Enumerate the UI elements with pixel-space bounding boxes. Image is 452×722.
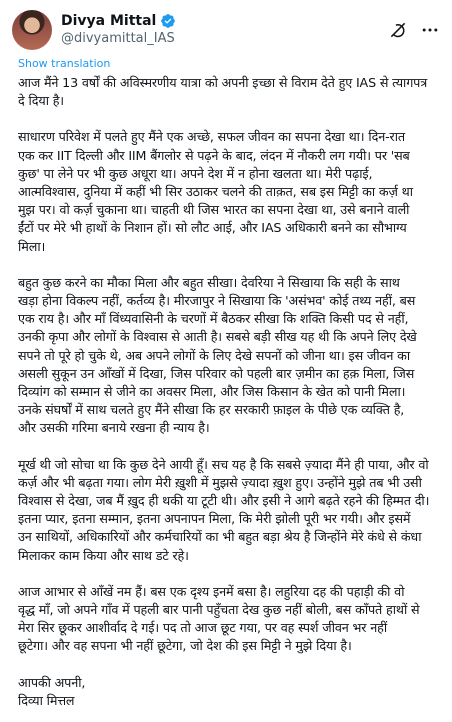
text-line: सपने तो पूरे हो चुके थे, अब अपने लोगों के लिए देखे सपनों को जीना था। इस जीवन का — [18, 347, 411, 363]
text-line: उनकी कृपा और लोगों के विश्वास से आती है। सबसे बड़ी सीख यह थी कि अपने लिए देखे — [18, 329, 417, 345]
text-line: आज मैंने 13 वर्षों की अविस्मरणीय यात्रा को अपनी इच्छा से विराम देते हुए IAS से त्यागपत्र — [18, 75, 428, 90]
paragraph-2 — [18, 128, 438, 255]
more-icon[interactable] — [420, 20, 440, 40]
text-line: दिव्यांग को सम्मान से जीने का अवसर मिला, और जिस किसान के खेत को पानी मिला। — [18, 384, 406, 400]
text-line: और उसकी गरिमा बनाये रखना ही न्याय है। — [18, 420, 210, 436]
text-line: ईंटों पर मेरे भी हाथों के निशान हों। सो लौट आई, और IAS अधिकारी बनने का सौभाग्य — [18, 220, 407, 236]
text-line: मेरा सिर छूकर आशीर्वाद दे गई। पद तो आज छूट गया, पर वह स्पर्श जीवन भर नहीं — [18, 620, 387, 636]
text-line: कुछ' पा लेने पर भी कुछ अधूरा था। अपने देश में न होना खलता था। मेरी पढ़ाई, — [18, 165, 373, 181]
text-line: वृद्ध माँ, जो अपने गाँव में पहली बार पानी पहुँचता देख कुछ नहीं बोली, बस काँपते हाथों से — [18, 602, 420, 618]
text-line: मुझ पर। वो कर्ज़ चुकाना था। चाहती थी जिस भारत का सपना देखा था, उसे बनाने वाली — [18, 202, 410, 218]
text-line: साधारण परिवेश में पलते हुए मैंने एक अच्छे, सफल जीवन का सपना देखा था। दिन-रात — [18, 129, 405, 145]
text-line: आत्मविश्वास, दुनिया में कहीं भी सिर उठाकर चलने की ताक़त, सब इस मिट्टी का कर्ज़ था — [18, 184, 413, 200]
tweet-text — [12, 74, 440, 710]
text-line: मिलाकर काम किया और साथ डटे रहे। — [18, 547, 189, 563]
grok-icon[interactable] — [388, 20, 408, 40]
text-line: मिला। — [18, 238, 46, 254]
user-names — [61, 12, 376, 48]
text-line: छूटेगा। और वह सपना भी नहीं छूटेगा, जो देश की इस मिट्टी ने मुझे दिया है। — [18, 638, 352, 654]
text-line: आज आभार से आँखें नम हैं। बस एक दृश्य इनमें बसा है। लहुरिया दह की पहाड़ी की वो — [18, 583, 405, 599]
text-line: बहुत कुछ करने का मौका मिला और बहुत सीखा। देवरिया ने सिखाया कि सही के साथ — [18, 274, 400, 290]
text-line: दे दिया है। — [18, 93, 64, 109]
paragraph-1 — [18, 74, 438, 110]
tweet-header — [12, 10, 440, 50]
text-line: विश्वास से देखा, जब मैं ख़ुद ही थकी या टूटी थी। और इसी ने आगे बढ़ते रहने की हिम्मत दी। — [18, 493, 430, 509]
text-line: मूर्ख थी जो सोचा था कि कुछ देने आयी हूँ। सच यह है कि सबसे ज़्यादा मैंने ही पाया, और वो — [18, 456, 429, 472]
text-line: उन साथियों, अधिकारियों और कर्मचारियों का भी बहुत बड़ा श्रेय है जिन्होंने मेरे कंधे से कंधा — [18, 529, 422, 545]
text-line: कर्ज़ और भी बढ़ता गया। लोग मेरी ख़ुशी में मुझसे ज़्यादा ख़ुश हुए। उन्होंने मुझे तब भी उसी — [18, 474, 422, 490]
show-translation-link[interactable]: Show translation — [18, 57, 111, 70]
verified-badge-icon — [160, 13, 176, 29]
text-line: असली सुकून उन आँखों में दिखा, जिस परिवार को पहली बार ज़मीन का हक़ मिला, जिस — [18, 365, 415, 381]
avatar[interactable] — [12, 10, 52, 50]
text-line: उनके संघर्षों में साथ चलते हुए मैंने सीखा कि हर सरकारी फ़ाइल के पीछे एक व्यक्ति है, — [18, 402, 405, 418]
text-line: एक राय है। और माँ विंध्यवासिनी के चरणों में बैठकर सीखा कि शक्ति किसी पद से नहीं, — [18, 311, 409, 327]
display-name[interactable]: Divya Mittal — [61, 13, 157, 29]
text-line: एक कर IIT दिल्ली और IIM बैंगलोर से पढ़ने के बाद, लंदन में नौकरी लग गयी। पर 'सब — [18, 147, 410, 163]
paragraph-4 — [18, 456, 438, 565]
text-line: इतना प्यार, इतना सम्मान, इतना अपनापन मिला, कि मेरी झोली पूरी भर गयी। और इसमें — [18, 511, 411, 527]
paragraph-5 — [18, 583, 438, 656]
signature — [18, 674, 438, 710]
signature-name: दिव्या मित्तल — [18, 692, 75, 708]
paragraph-3 — [18, 274, 438, 438]
signature-closing: आपकी अपनी, — [18, 674, 86, 690]
name-row — [61, 12, 376, 30]
text-line: खड़ा होना विकल्प नहीं, कर्तव्य है। मीरजापुर ने सिखाया कि 'असंभव' कोई तथ्य नहीं, बस — [18, 293, 416, 309]
user-handle[interactable]: @divyamittal_IAS — [61, 31, 175, 46]
